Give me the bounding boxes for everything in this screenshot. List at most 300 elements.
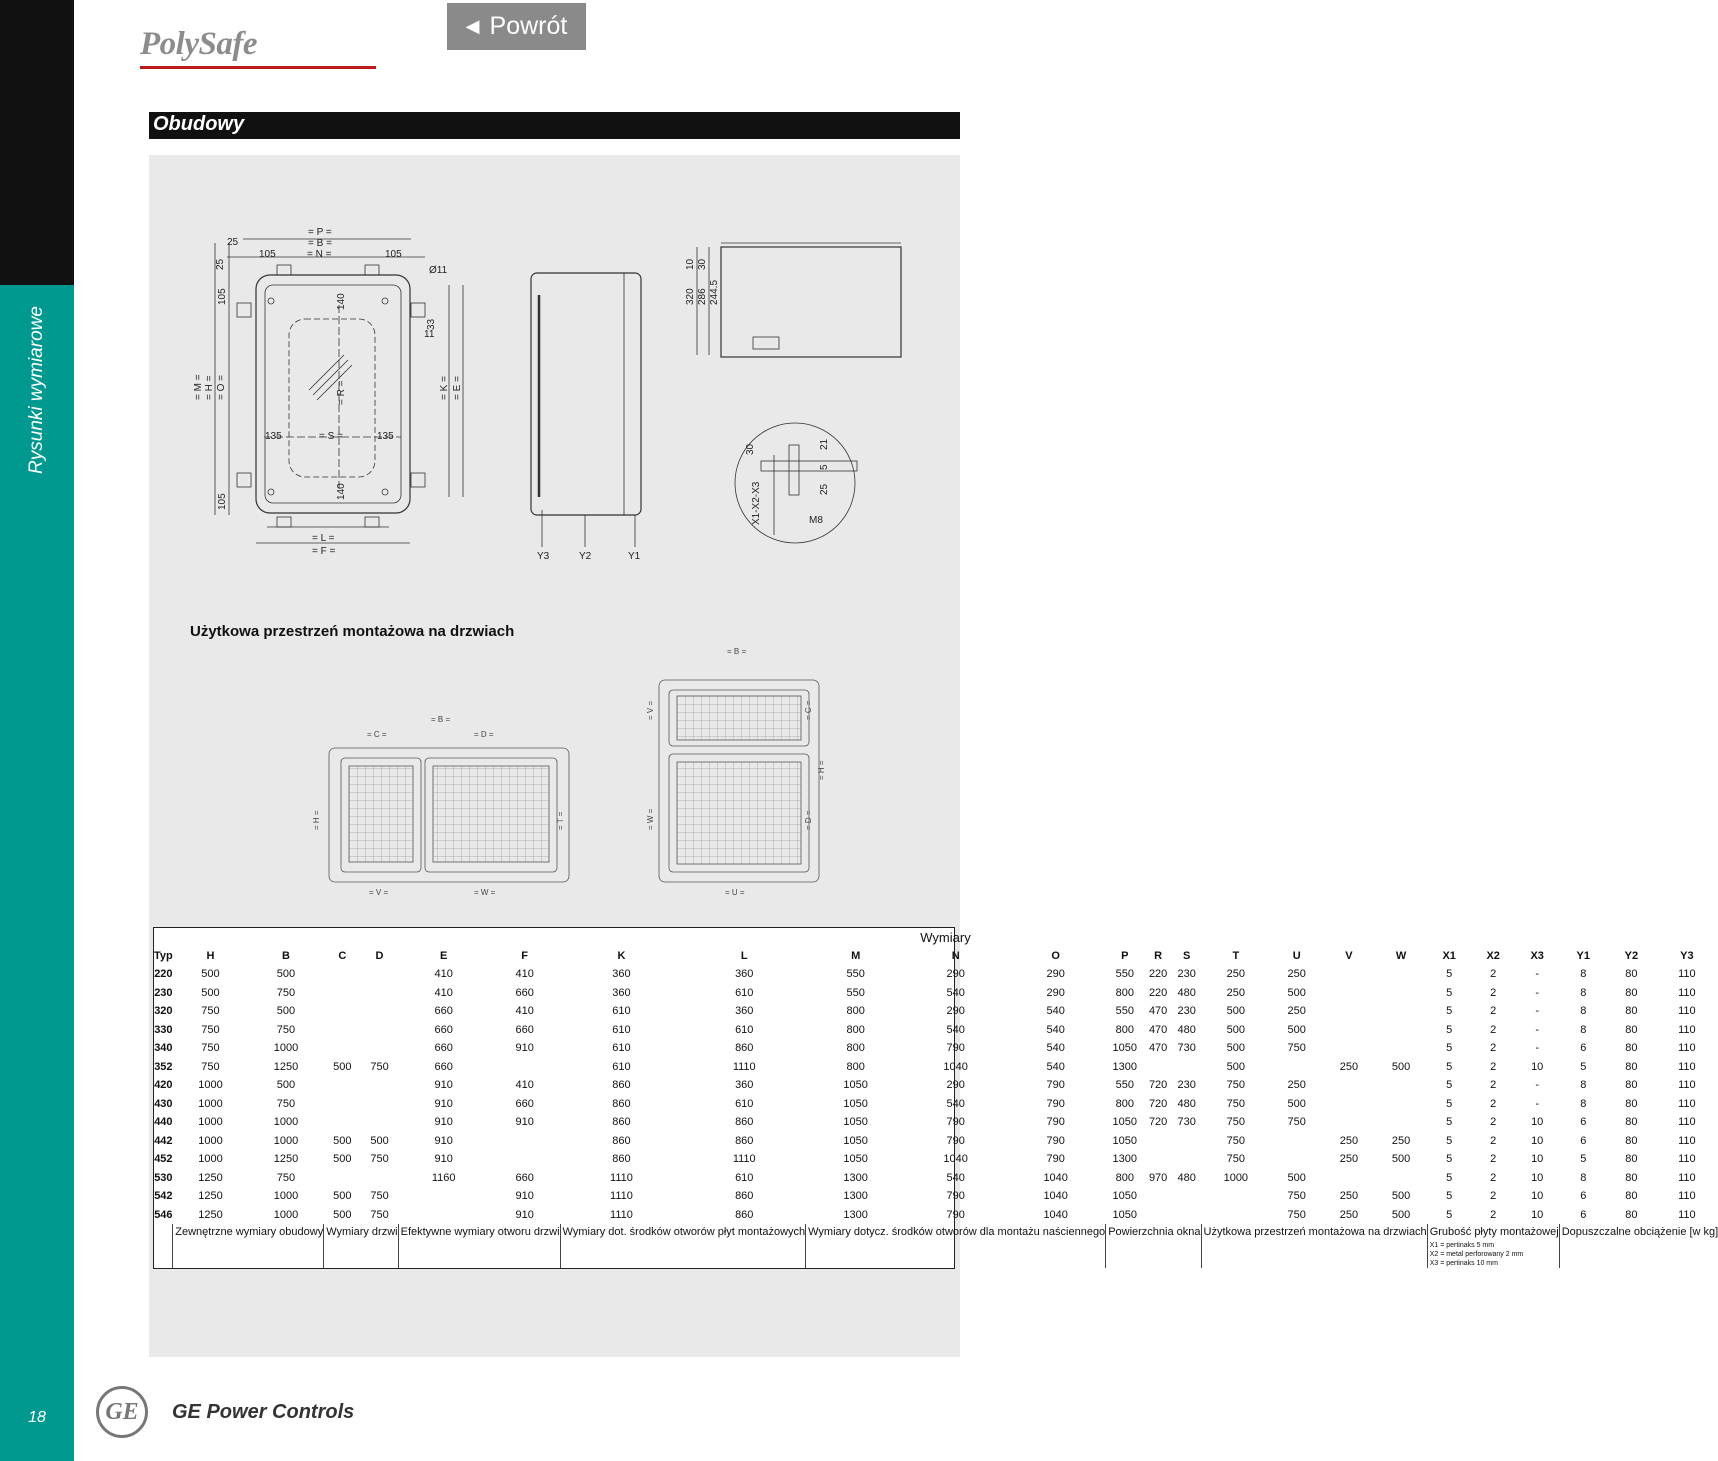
caption-kl: Wymiary dot. środków otworów płyt montażowych — [560, 1224, 806, 1268]
table-cell: 80 — [1625, 1023, 1638, 1036]
table-cell: 860 — [612, 1153, 631, 1166]
table-cell: 6 — [1580, 1042, 1587, 1055]
table-cell: 1050 — [843, 1097, 868, 1110]
table-cell: 410 — [434, 968, 453, 981]
table-cell: 470 — [1148, 1042, 1168, 1055]
table-cell — [1323, 1039, 1375, 1058]
company-name: GE Power Controls — [172, 1401, 355, 1423]
table-cell: 8 — [1580, 1079, 1587, 1092]
table-cell — [489, 1058, 560, 1077]
table-cell — [1323, 965, 1375, 984]
column-header: E — [440, 949, 448, 962]
svg-text:135: 135 — [377, 431, 394, 442]
svg-text:10: 10 — [685, 258, 696, 270]
table-cell: 5 — [1446, 1116, 1453, 1129]
svg-text:25: 25 — [819, 483, 830, 495]
table-cell: 110 — [1678, 1042, 1696, 1055]
table-cell: 80 — [1625, 1171, 1638, 1184]
table-cell: 660 — [515, 1023, 534, 1036]
table-cell: 1110 — [610, 1190, 633, 1203]
table-cell: 80 — [1625, 1208, 1638, 1221]
table-cell: 610 — [612, 1042, 631, 1055]
table-cell: 360 — [735, 1079, 754, 1092]
table-row — [154, 1113, 1718, 1132]
table-cell — [1172, 1187, 1201, 1206]
table-cell — [1323, 984, 1375, 1003]
table-cell: 860 — [612, 1079, 631, 1092]
table-cell: 610 — [735, 986, 754, 999]
table-cell: 8 — [1580, 968, 1587, 981]
svg-text:244.5: 244.5 — [709, 279, 720, 305]
table-cell: 2 — [1490, 1023, 1497, 1036]
table-cell: 970 — [1148, 1171, 1168, 1184]
table-cell: 1110 — [732, 1153, 756, 1166]
table-cell: 1250 — [198, 1190, 223, 1203]
table-cell: 110 — [1678, 1116, 1696, 1129]
table-cell: 750 — [201, 1023, 220, 1036]
table-cell: 1000 — [198, 1079, 223, 1092]
table-cell: 230 — [1177, 1079, 1196, 1092]
table-cell: 410 — [515, 1005, 534, 1018]
table-cell: 1050 — [843, 1153, 868, 1166]
table-cell: 360 — [612, 986, 631, 999]
table-row — [154, 1076, 1718, 1095]
table-cell: 610 — [612, 1023, 631, 1036]
table-cell: - — [1535, 968, 1540, 981]
table-cell: 250 — [1391, 1134, 1411, 1147]
table-cell: 550 — [1115, 1079, 1134, 1092]
table-cell: 8 — [1580, 1005, 1587, 1018]
table-cell: 860 — [735, 1208, 754, 1221]
svg-text:= D =: = D = — [804, 810, 813, 830]
table-cell: 8 — [1580, 1023, 1587, 1036]
table-cell: 910 — [434, 1079, 453, 1092]
table-cell: 750 — [1226, 1134, 1245, 1147]
table-row — [154, 984, 1718, 1003]
svg-text:= B =: = B = — [727, 647, 747, 656]
table-cell: 360 — [612, 968, 631, 981]
table-cell: 500 — [1226, 1005, 1245, 1018]
column-header: X2 — [1486, 949, 1500, 962]
table-cell: 660 — [434, 1042, 453, 1055]
table-cell: 540 — [946, 1097, 965, 1110]
table-cell: 1000 — [198, 1134, 223, 1147]
svg-text:= B =: = B = — [431, 715, 451, 724]
table-cell: 80 — [1625, 1097, 1638, 1110]
table-cell: 10 — [1531, 1060, 1544, 1073]
table-cell: 5 — [1446, 1023, 1453, 1036]
table-cell: 1000 — [198, 1097, 223, 1110]
table-cell: 610 — [735, 1023, 754, 1036]
table-cell: 790 — [946, 1042, 965, 1055]
table-cell: 790 — [946, 1116, 965, 1129]
table-cell: 80 — [1625, 1134, 1638, 1147]
table-cell: 1300 — [843, 1190, 868, 1203]
table-cell: 1050 — [1112, 1042, 1137, 1055]
table-cell: 800 — [1115, 1023, 1134, 1036]
table-cell — [1375, 1021, 1427, 1040]
table-cell: 750 — [276, 986, 296, 999]
table-cell: 860 — [735, 1134, 754, 1147]
table-cell — [324, 1021, 361, 1040]
table-cell: 80 — [1625, 968, 1638, 981]
column-header: S — [1183, 949, 1191, 962]
table-cell: 1300 — [843, 1208, 868, 1221]
table-cell: 480 — [1177, 986, 1196, 999]
table-cell — [1271, 1132, 1323, 1151]
table-cell — [324, 1039, 361, 1058]
table-cell: 250 — [1287, 1079, 1306, 1092]
table-cell: 610 — [612, 1060, 631, 1073]
table-cell: 750 — [201, 1060, 220, 1073]
table-cell — [1375, 1002, 1427, 1021]
table-cell: 790 — [946, 1134, 965, 1147]
section-title: Obudowy — [153, 113, 245, 135]
table-cell: 5 — [1446, 1171, 1453, 1184]
table-cell: 1040 — [1043, 1171, 1068, 1184]
table-cell: 5 — [1446, 1097, 1453, 1110]
table-cell: 1110 — [610, 1208, 633, 1221]
table-cell: 610 — [612, 1005, 631, 1018]
table-cell: 1000 — [273, 1190, 299, 1203]
table-cell: 110 — [1678, 1171, 1696, 1184]
table-cell: 2 — [1490, 1097, 1497, 1110]
table-cell: 250 — [1226, 986, 1245, 999]
table-cell: 5 — [1446, 1190, 1453, 1203]
table-cell: 542 — [154, 1190, 173, 1203]
column-header: U — [1292, 949, 1301, 962]
mount-space-title: Użytkowa przestrzeń montażowa na drzwiach — [190, 623, 515, 640]
table-cell: 540 — [1046, 1005, 1065, 1018]
column-header: Y1 — [1576, 949, 1590, 962]
column-header: W — [1395, 949, 1407, 962]
svg-text:M8: M8 — [809, 515, 823, 526]
table-row — [154, 1058, 1718, 1077]
table-cell: 500 — [1287, 1023, 1306, 1036]
svg-text:= F =: = F = — [312, 546, 336, 557]
table-cell: 110 — [1678, 1153, 1696, 1166]
svg-text:25: 25 — [227, 237, 239, 248]
table-cell — [1323, 1076, 1375, 1095]
table-cell: 500 — [1287, 1171, 1306, 1184]
svg-text:105: 105 — [385, 249, 402, 260]
table-cell: 250 — [1339, 1190, 1359, 1203]
table-cell: 500 — [276, 1005, 296, 1018]
table-cell: 750 — [1287, 1116, 1306, 1129]
table-cell: 360 — [735, 968, 754, 981]
table-cell: 410 — [515, 968, 534, 981]
table-cell — [398, 1206, 489, 1225]
table-cell — [1323, 1002, 1375, 1021]
table-cell: 1250 — [273, 1060, 299, 1073]
table-cell — [324, 984, 361, 1003]
dimensions-table — [153, 927, 1718, 1269]
table-cell: 2 — [1490, 1190, 1497, 1203]
table-cell: 1000 — [273, 1116, 299, 1129]
column-header: Y3 — [1680, 949, 1694, 962]
section-bar — [149, 112, 960, 139]
column-header: F — [521, 949, 529, 962]
table-cell: 610 — [735, 1097, 754, 1110]
table-cell: 330 — [154, 1023, 173, 1036]
table-cell: 1300 — [843, 1171, 868, 1184]
table-cell: 1000 — [198, 1153, 223, 1166]
table-cell: 500 — [1391, 1153, 1411, 1166]
table-cell — [1375, 984, 1427, 1003]
svg-text:= V =: = V = — [369, 888, 389, 897]
table-cell — [1172, 1206, 1201, 1225]
table-cell — [1375, 1076, 1427, 1095]
table-cell: 550 — [1115, 1005, 1134, 1018]
table-cell: 500 — [276, 968, 296, 981]
table-cell — [361, 984, 398, 1003]
table-cell: 1000 — [198, 1116, 223, 1129]
table-cell: 750 — [370, 1060, 389, 1073]
svg-text:= M =: = M = — [193, 374, 204, 400]
table-cell: 5 — [1446, 1005, 1453, 1018]
table-cell: 1050 — [1112, 1208, 1137, 1221]
back-button-label: Powrót — [489, 12, 568, 40]
table-cell: 610 — [735, 1171, 754, 1184]
table-cell: 80 — [1625, 1190, 1638, 1203]
table-cell: 290 — [946, 1079, 965, 1092]
svg-text:= K =: = K = — [439, 376, 450, 400]
table-cell: 720 — [1148, 1116, 1168, 1129]
table-cell — [1172, 1058, 1201, 1077]
table-cell: 290 — [946, 1005, 965, 1018]
table-cell — [324, 1169, 361, 1188]
table-cell: 250 — [1287, 1005, 1306, 1018]
table-row — [154, 1132, 1718, 1151]
table-cell: 340 — [154, 1042, 173, 1055]
table-cell: 5 — [1446, 1134, 1453, 1147]
svg-text:Y2: Y2 — [579, 551, 592, 562]
table-cell — [361, 1169, 398, 1188]
table-cell: 800 — [1115, 986, 1134, 999]
table-cell — [1144, 1132, 1173, 1151]
table-cell: 250 — [1287, 968, 1306, 981]
table-cell: 720 — [1148, 1097, 1168, 1110]
table-cell: 800 — [1115, 1097, 1134, 1110]
svg-text:320: 320 — [685, 288, 696, 305]
table-cell: 800 — [1115, 1171, 1134, 1184]
table-cell: 500 — [333, 1153, 352, 1166]
svg-text:135: 135 — [265, 431, 282, 442]
table-cell: 1050 — [843, 1079, 868, 1092]
table-cell: 6 — [1580, 1134, 1587, 1147]
table-cell: 550 — [1115, 968, 1134, 981]
column-header: B — [281, 949, 290, 962]
table-cell: 230 — [154, 986, 173, 999]
table-cell: 80 — [1625, 1060, 1638, 1073]
table-cell — [361, 1113, 398, 1132]
enclosure-drawing — [149, 155, 960, 615]
table-cell: 250 — [1339, 1153, 1359, 1166]
table-cell: 442 — [154, 1134, 173, 1147]
table-cell — [489, 1150, 560, 1169]
table-cell: 220 — [154, 968, 173, 981]
caption-hb: Zewnętrzne wymiary obudowy — [173, 1224, 324, 1268]
table-cell: 540 — [946, 986, 965, 999]
table-cell: 540 — [946, 1171, 965, 1184]
svg-text:= H =: = H = — [817, 760, 826, 780]
table-cell: 750 — [370, 1153, 389, 1166]
table-cell — [324, 1076, 361, 1095]
table-cell: 500 — [1391, 1190, 1411, 1203]
table-cell: 470 — [1148, 1023, 1168, 1036]
table-cell — [324, 1095, 361, 1114]
table-cell: 800 — [846, 1060, 865, 1073]
table-cell: 550 — [846, 986, 865, 999]
table-cell: 8 — [1580, 986, 1587, 999]
table-row — [154, 1002, 1718, 1021]
table-cell: 660 — [515, 986, 534, 999]
svg-text:= E =: = E = — [452, 376, 463, 400]
table-cell: 230 — [1177, 1005, 1196, 1018]
table-cell: 80 — [1625, 1042, 1638, 1055]
table-cell: 1040 — [1043, 1190, 1068, 1203]
table-cell: - — [1535, 1005, 1540, 1018]
table-cell: 550 — [846, 968, 865, 981]
door-mount-diagram — [149, 640, 960, 900]
back-button[interactable] — [447, 3, 586, 50]
svg-text:= C =: = C = — [804, 700, 813, 720]
column-header: D — [375, 949, 384, 962]
table-cell: 750 — [1226, 1116, 1245, 1129]
table-cell — [1172, 1132, 1201, 1151]
table-cell: 2 — [1490, 1153, 1497, 1166]
table-cell: 10 — [1531, 1190, 1544, 1203]
table-cell: 110 — [1678, 1134, 1696, 1147]
table-cell: 910 — [515, 1116, 534, 1129]
table-cell: 750 — [1226, 1097, 1245, 1110]
column-header: R — [1154, 949, 1163, 962]
table-cell: 5 — [1446, 968, 1453, 981]
svg-text:X1-X2-X3: X1-X2-X3 — [751, 481, 762, 525]
table-row — [154, 1187, 1718, 1206]
table-cell: - — [1535, 1042, 1540, 1055]
table-cell: 660 — [515, 1171, 534, 1184]
table-row — [154, 1021, 1718, 1040]
caption-x: Grubość płyty montażowej X1 = pertinaks 5 mm X2 = metal perforowany 2 mm X3 = pertinaks 10 mm — [1427, 1224, 1559, 1268]
column-header: K — [617, 949, 626, 962]
table-cell: 910 — [434, 1153, 453, 1166]
svg-text:= H =: = H = — [204, 375, 215, 400]
table-cell — [1144, 1206, 1173, 1225]
caption-ef: Efektywne wymiary otworu drzwi — [398, 1224, 560, 1268]
table-cell: 750 — [1287, 1042, 1306, 1055]
table-cell: 1000 — [273, 1134, 299, 1147]
column-header: X1 — [1442, 949, 1456, 962]
caption-cd: Wymiary drzwi — [324, 1224, 398, 1268]
table-cell: 230 — [1177, 968, 1196, 981]
table-cell — [489, 1132, 560, 1151]
table-cell — [1323, 1021, 1375, 1040]
table-cell — [1375, 1039, 1427, 1058]
table-cell: 800 — [846, 1023, 865, 1036]
table-cell: 500 — [276, 1079, 296, 1092]
table-cell: 10 — [1531, 1153, 1544, 1166]
table-cell — [1201, 1187, 1271, 1206]
table-cell: 730 — [1177, 1116, 1196, 1129]
table-cell: - — [1535, 1023, 1540, 1036]
table-cell: 660 — [434, 1005, 453, 1018]
table-cell: 2 — [1490, 1208, 1497, 1221]
column-header: Y2 — [1624, 949, 1639, 962]
table-cell: 790 — [1046, 1097, 1065, 1110]
table-cell: 790 — [946, 1190, 965, 1203]
table-cell: 1000 — [273, 1208, 299, 1221]
caption-tuvw: Użytkowa przestrzeń montażowa na drzwiach — [1201, 1224, 1427, 1268]
table-cell: 320 — [154, 1005, 173, 1018]
table-cell: 8 — [1580, 1097, 1587, 1110]
table-cell: 500 — [333, 1190, 352, 1203]
svg-text:105: 105 — [217, 493, 228, 510]
table-cell — [361, 1039, 398, 1058]
table-row — [154, 965, 1718, 984]
table-cell: 750 — [1226, 1079, 1245, 1092]
column-header: O — [1051, 949, 1060, 962]
table-cell — [324, 1113, 361, 1132]
table-cell: 800 — [846, 1042, 865, 1055]
table-cell: 110 — [1678, 1079, 1696, 1092]
svg-text:= H =: = H = — [312, 810, 321, 830]
table-cell: 860 — [612, 1116, 631, 1129]
table-cell — [361, 1002, 398, 1021]
table-cell: 10 — [1531, 1208, 1544, 1221]
table-cell — [361, 1076, 398, 1095]
table-cell — [1323, 1113, 1375, 1132]
table-row — [154, 1169, 1718, 1188]
table-cell: 500 — [201, 986, 220, 999]
table-cell: 1110 — [610, 1171, 633, 1184]
table-cell: 1250 — [273, 1153, 299, 1166]
svg-text:21: 21 — [819, 438, 830, 450]
table-cell: 80 — [1625, 1116, 1638, 1129]
caption-prs: Powierzchnia okna — [1106, 1224, 1201, 1268]
table-cell: 250 — [1339, 1208, 1359, 1221]
table-cell: 500 — [1226, 1023, 1245, 1036]
svg-text:33: 33 — [426, 318, 437, 330]
table-cell: 80 — [1625, 986, 1638, 999]
svg-text:= C =: = C = — [367, 730, 387, 739]
table-cell — [1375, 1169, 1427, 1188]
table-cell: 750 — [1226, 1153, 1245, 1166]
table-cell: 5 — [1580, 1060, 1587, 1073]
table-cell: 410 — [515, 1079, 534, 1092]
caption-mno: Wymiary dotycz. środków otworów dla montażu naściennego — [806, 1224, 1106, 1268]
table-cell: 110 — [1678, 1060, 1696, 1073]
page-number: 18 — [28, 1409, 46, 1426]
table-cell: 1040 — [943, 1060, 968, 1073]
brand-logo: PolySafe — [140, 26, 257, 62]
table-cell: 500 — [333, 1134, 352, 1147]
table-cell: 750 — [370, 1208, 389, 1221]
svg-text:140: 140 — [336, 483, 347, 500]
table-cell: 6 — [1580, 1116, 1587, 1129]
table-cell: 750 — [276, 1097, 296, 1110]
table-cell — [1144, 1150, 1173, 1169]
table-cell: 660 — [515, 1097, 534, 1110]
table-cell: 790 — [1046, 1134, 1065, 1147]
table-cell: 540 — [1046, 1042, 1065, 1055]
table-cell: 860 — [612, 1134, 631, 1147]
table-cell — [1201, 1206, 1271, 1225]
table-cell: 910 — [434, 1134, 453, 1147]
table-cell: 1000 — [273, 1042, 299, 1055]
table-cell: 80 — [1625, 1153, 1638, 1166]
table-cell: 1250 — [198, 1208, 223, 1221]
